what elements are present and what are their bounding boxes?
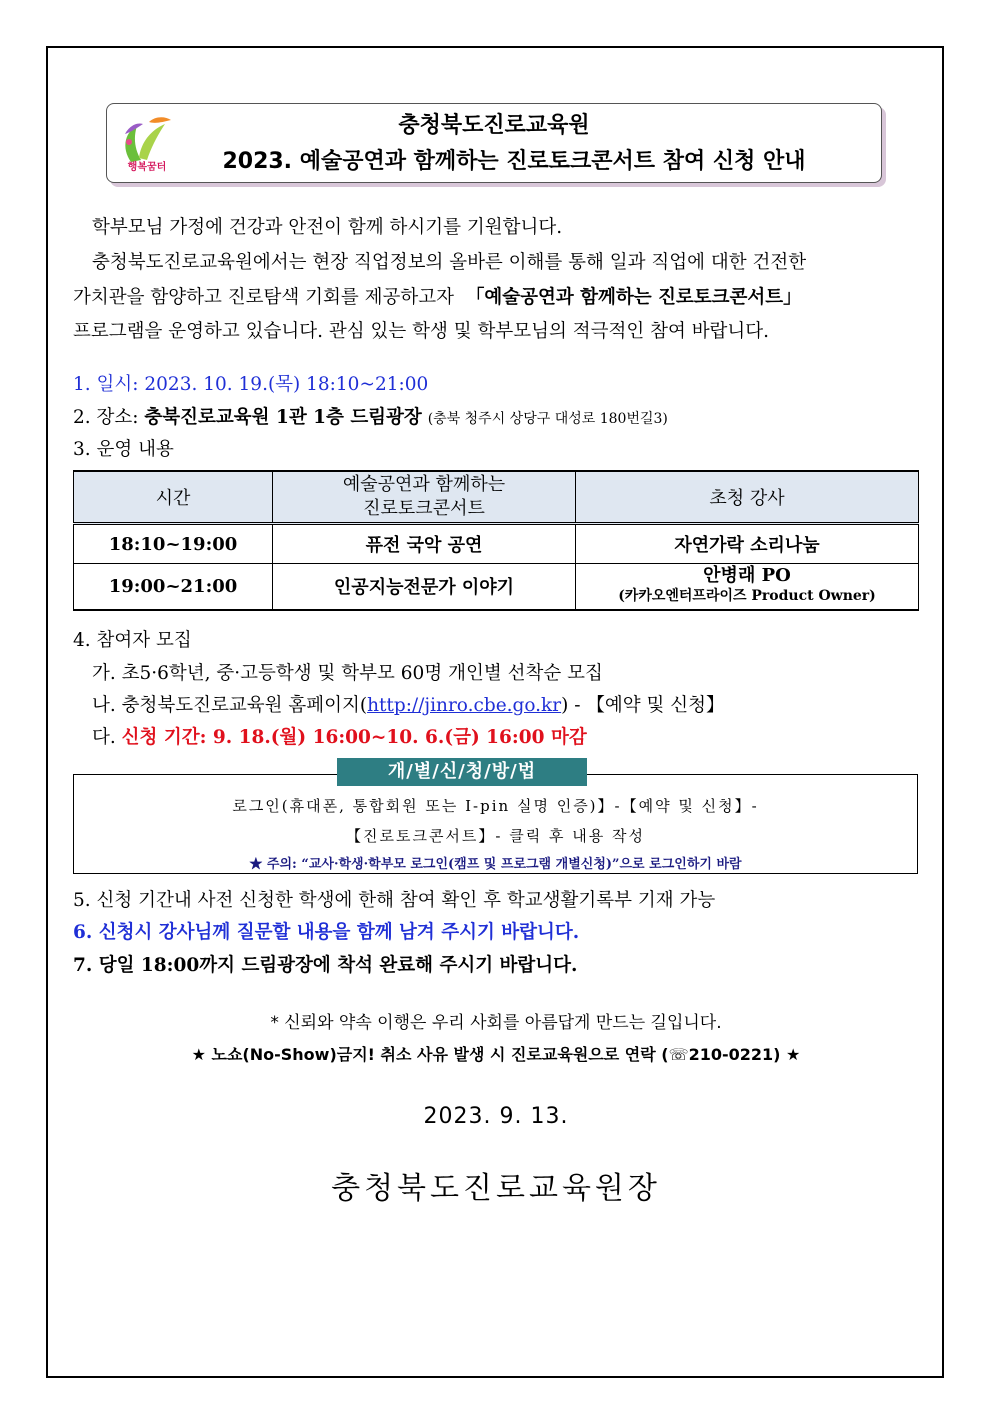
signer: 충청북도진로교육원장 [331,1171,661,1206]
intro-line-4: 프로그램을 운영하고 있습니다. 관심 있는 학생 및 학부모님의 적극적인 참여 바랍니다. [73,321,770,342]
homepage-link[interactable]: http://jinro.cbe.go.kr [367,695,562,716]
intro-line-3 [73,283,802,309]
trust-note: * 신뢰와 약속 이행은 우리 사회를 아름답게 만드는 길입니다. [270,1013,722,1033]
note-6: 6. 신청시 강사님께 질문할 내용을 함께 남겨 주시기 바랍니다. [73,922,580,943]
title-box [106,103,882,183]
header-speaker: 초청 강사 [576,471,919,524]
note-7: 7. 당일 18:00까지 드림광장에 착석 완료해 주시기 바랍니다. [73,955,578,976]
row-speaker: 안병래 PO [703,565,791,587]
item-place-prefix: 2. 장소: [73,407,139,428]
recruit-b-suffix: ) - 【예약 및 신청】 [561,695,725,716]
item-place-name: 충북진로교육원 1관 1층 드림광장 [144,407,422,428]
intro-line-3a: 가치관을 함양하고 진로탐색 기회를 제공하고자 [73,287,454,308]
row-speaker-cell [576,564,919,610]
doc-date: 2023. 9. 13. [423,1104,569,1129]
row-program: 퓨전 국악 공연 [273,524,576,564]
apply-period: 신청 기간: 9. 18.(월) 16:00~10. 6.(금) 16:00 마감 [121,727,587,748]
recruit-b [92,691,724,717]
item-content: 3. 운영 내용 [73,439,174,460]
table-header-row [74,471,919,524]
row-speaker: 자연가락 소리나눔 [576,524,919,564]
intro-line-2: 충청북도진로교육원에서는 현장 직업정보의 올바른 이해를 통해 일과 직업에 대한 건전한 [92,252,807,273]
row-speaker-sub: (카카오엔터프라이즈 Product Owner) [618,588,876,605]
method-note: ★ 주의: “교사·학생·학부모 로그인(캠프 및 프로그램 개별신청)”으로 로그인하기 바람 [249,857,742,872]
method-line-2: 【진로토크콘서트】- 클릭 후 내용 작성 [345,827,645,845]
row-time: 19:00~21:00 [74,564,273,610]
logo-text: 행복꿈터 [127,162,167,173]
recruit-heading: 4. 참여자 모집 [73,630,192,651]
recruit-b-prefix: 나. 충청북도진로교육원 홈페이지( [92,695,368,716]
method-box [73,774,918,874]
header-time: 시간 [74,471,273,524]
recruit-a: 가. 초5·6학년, 중·고등학생 및 학부모 60명 개인별 선착순 모집 [92,663,603,684]
method-line-1: 로그인(휴대폰, 통합회원 또는 I-pin 실명 인증)】-【예약 및 신청】- [232,797,759,815]
item-place-address: (충북 청주시 상당구 대성로 180번길3) [427,411,668,427]
header-program: 예술공연과 함께하는 진로토크콘서트 [273,471,576,524]
item-date: 1. 일시: 2023. 10. 19.(목) 18:10~21:00 [73,374,429,395]
program-name: 「예술공연과 함께하는 진로토크콘서트」 [465,287,802,308]
intro-line-1: 학부모님 가정에 건강과 안전이 함께 하시기를 기원합니다. [92,217,563,238]
recruit-c [92,723,587,749]
org-title: 충청북도진로교육원 [398,113,590,138]
item-place [73,403,668,429]
table-row [74,564,919,610]
method-tag: 개/별/신/청/방/법 [337,758,587,786]
schedule-table [73,470,919,611]
recruit-c-prefix: 다. [92,727,116,748]
row-program: 인공지능전문가 이야기 [273,564,576,610]
table-row [74,524,919,564]
noshow-note: ★ 노쇼(No-Show)금지! 취소 사유 발생 시 진로교육원으로 연락 (☏210-0221) ★ [191,1045,801,1064]
note-5: 5. 신청 기간내 사전 신청한 학생에 한해 참여 확인 후 학교생활기록부 기재 가능 [73,890,716,911]
row-time: 18:10~19:00 [74,524,273,564]
page-title: 2023. 예술공연과 함께하는 진로토크콘서트 참여 신청 안내 [222,149,806,174]
